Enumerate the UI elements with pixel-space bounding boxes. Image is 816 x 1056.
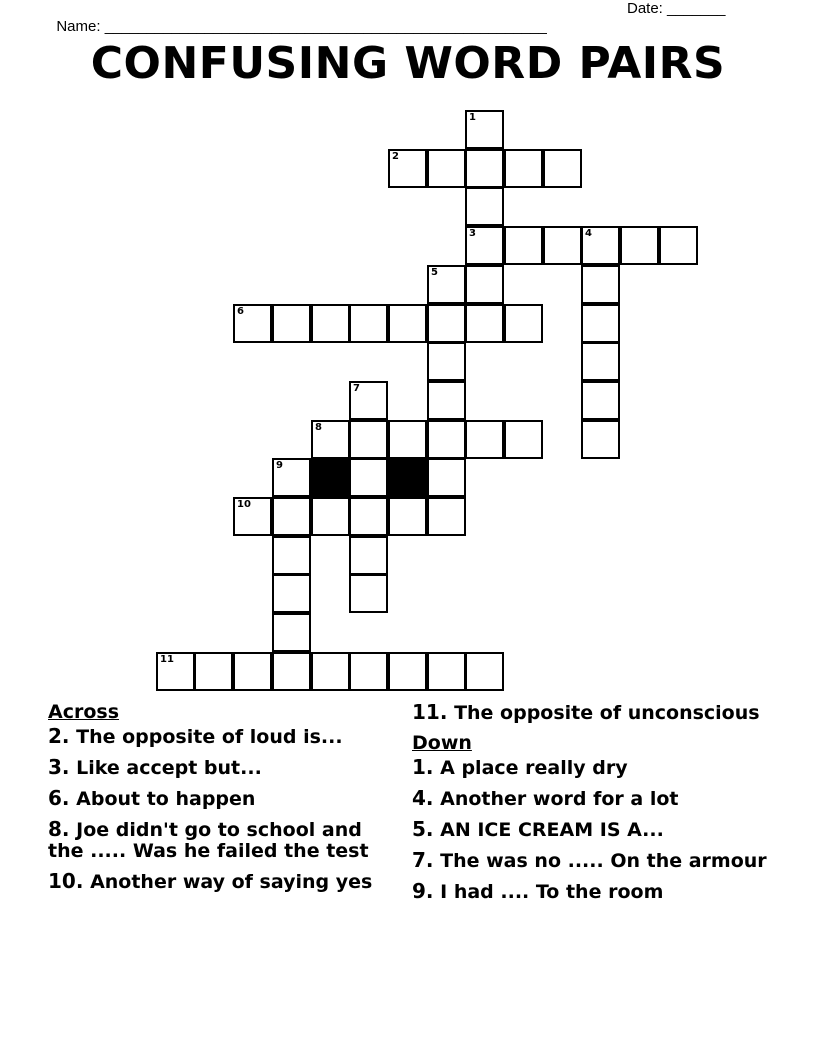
grid-cell[interactable] [427, 497, 466, 536]
grid-cell[interactable] [465, 149, 504, 188]
clue-across-10: 10. Another way of saying yes [48, 869, 373, 893]
grid-cell[interactable] [427, 265, 466, 304]
date-field[interactable]: Date: _______ [627, 0, 726, 17]
grid-cell[interactable] [465, 265, 504, 304]
grid-cell[interactable] [272, 497, 311, 536]
cell-number: 4 [585, 228, 592, 239]
grid-cell[interactable] [349, 304, 388, 343]
clue-across-2: 2. The opposite of loud is... [48, 724, 343, 748]
grid-cell[interactable] [272, 613, 311, 652]
clue-down-1: 1. A place really dry [412, 755, 628, 779]
black-cell [388, 458, 427, 497]
cell-number: 2 [392, 151, 399, 162]
grid-cell[interactable] [349, 420, 388, 459]
grid-cell[interactable] [272, 574, 311, 613]
grid-cell[interactable] [427, 420, 466, 459]
grid-cell[interactable] [311, 420, 350, 459]
grid-cell[interactable] [504, 304, 543, 343]
down-heading: Down [412, 732, 472, 754]
grid-cell[interactable] [620, 226, 659, 265]
page-title: CONFUSING WORD PAIRS [90, 38, 726, 89]
grid-cell[interactable] [349, 536, 388, 575]
grid-cell[interactable] [272, 536, 311, 575]
grid-cell[interactable] [349, 458, 388, 497]
clue-across-8: 8. Joe didn't go to school and the ..... Was he failed the test [48, 817, 369, 862]
grid-cell[interactable] [427, 458, 466, 497]
clue-down-7: 7. The was no ..... On the armour [412, 848, 767, 872]
grid-cell[interactable] [543, 149, 582, 188]
grid-cell[interactable] [388, 149, 427, 188]
grid-cell[interactable] [465, 420, 504, 459]
grid-cell[interactable] [581, 342, 620, 381]
clues-left-column [48, 702, 400, 902]
cell-number: 8 [315, 422, 322, 433]
grid-cell[interactable] [388, 304, 427, 343]
grid-cell[interactable] [272, 652, 311, 691]
grid-cell[interactable] [311, 652, 350, 691]
cell-number: 9 [276, 460, 283, 471]
grid-cell[interactable] [465, 226, 504, 265]
grid-cell[interactable] [388, 420, 427, 459]
grid-cell[interactable] [349, 574, 388, 613]
black-cell [311, 458, 350, 497]
grid-cell[interactable] [349, 497, 388, 536]
grid-cell[interactable] [659, 226, 698, 265]
clue-across-3: 3. Like accept but... [48, 755, 262, 779]
grid-cell[interactable] [311, 304, 350, 343]
cell-number: 11 [160, 654, 174, 665]
grid-cell[interactable] [272, 304, 311, 343]
grid-cell[interactable] [349, 381, 388, 420]
grid-cell[interactable] [194, 652, 233, 691]
grid-cell[interactable] [427, 149, 466, 188]
grid-cell[interactable] [504, 149, 543, 188]
cell-number: 10 [237, 499, 251, 510]
grid-cell[interactable] [427, 381, 466, 420]
grid-cell[interactable] [349, 652, 388, 691]
cell-number: 5 [431, 267, 438, 278]
grid-cell[interactable] [465, 304, 504, 343]
name-field[interactable]: Name: _____________________________________________________ [56, 18, 547, 35]
grid-cell[interactable] [581, 226, 620, 265]
clue-across-6: 6. About to happen [48, 786, 256, 810]
grid-cell[interactable] [156, 652, 195, 691]
cell-number: 6 [237, 306, 244, 317]
cell-number: 1 [469, 112, 476, 123]
grid-cell[interactable] [388, 497, 427, 536]
cell-number: 7 [353, 383, 360, 394]
grid-cell[interactable] [465, 110, 504, 149]
grid-cell[interactable] [465, 187, 504, 226]
grid-cell[interactable] [581, 265, 620, 304]
clue-down-5: 5. AN ICE CREAM IS A... [412, 817, 664, 841]
grid-cell[interactable] [427, 304, 466, 343]
grid-cell[interactable] [388, 652, 427, 691]
grid-cell[interactable] [543, 226, 582, 265]
grid-cell[interactable] [233, 304, 272, 343]
grid-cell[interactable] [581, 304, 620, 343]
grid-cell[interactable] [427, 652, 466, 691]
grid-cell[interactable] [504, 420, 543, 459]
grid-cell[interactable] [581, 381, 620, 420]
clue-across-11: 11. The opposite of unconscious [412, 700, 760, 724]
grid-cell[interactable] [272, 458, 311, 497]
clue-down-9: 9. I had .... To the room [412, 879, 664, 903]
grid-cell[interactable] [581, 420, 620, 459]
grid-cell[interactable] [311, 497, 350, 536]
grid-cell[interactable] [427, 342, 466, 381]
clues-right-column [412, 702, 772, 912]
grid-cell[interactable] [504, 226, 543, 265]
clue-down-4: 4. Another word for a lot [412, 786, 679, 810]
grid-cell[interactable] [233, 652, 272, 691]
across-heading: Across [48, 701, 120, 723]
cell-number: 3 [469, 228, 476, 239]
grid-cell[interactable] [465, 652, 504, 691]
grid-cell[interactable] [233, 497, 272, 536]
